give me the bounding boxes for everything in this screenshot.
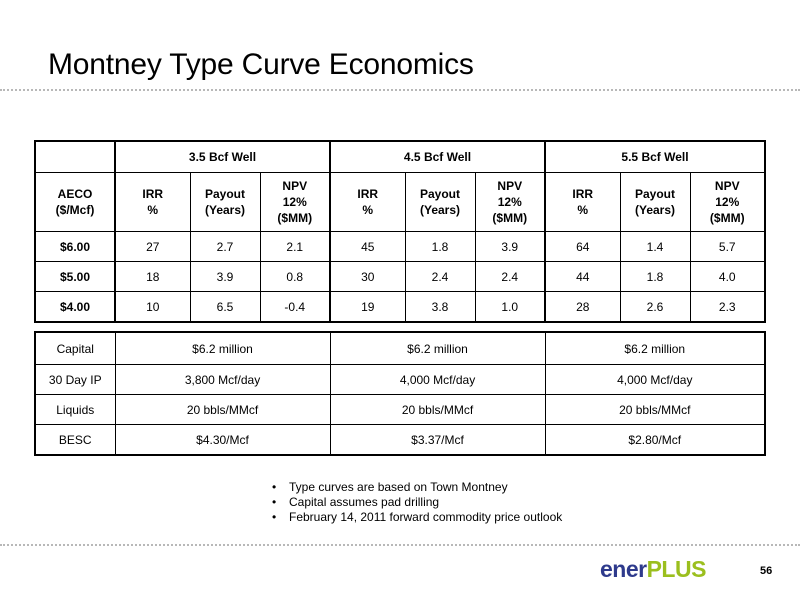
irr-header: IRR % bbox=[115, 173, 190, 232]
row-label: 30 Day IP bbox=[35, 365, 115, 395]
row-label: Capital bbox=[35, 332, 115, 365]
table-cell: 28 bbox=[545, 292, 620, 323]
table-cell: 1.0 bbox=[475, 292, 545, 323]
table-cell: 64 bbox=[545, 232, 620, 262]
payout-header: Payout (Years) bbox=[620, 173, 690, 232]
table-cell: 2.7 bbox=[190, 232, 260, 262]
table-cell: 45 bbox=[330, 232, 405, 262]
table-cell: 20 bbls/MMcf bbox=[545, 395, 765, 425]
corner-cell bbox=[35, 141, 115, 173]
notes-list bbox=[272, 480, 562, 525]
table-row bbox=[35, 232, 765, 262]
table-cell: -0.4 bbox=[260, 292, 330, 323]
list-item bbox=[272, 480, 562, 495]
table-cell: 20 bbls/MMcf bbox=[115, 395, 330, 425]
table-cell: $2.80/Mcf bbox=[545, 425, 765, 456]
bullet-icon: • bbox=[272, 495, 277, 509]
table-cell: 1.8 bbox=[405, 232, 475, 262]
table-cell: 30 bbox=[330, 262, 405, 292]
aeco-price: $6.00 bbox=[35, 232, 115, 262]
table-cell: 4,000 Mcf/day bbox=[330, 365, 545, 395]
table-cell: 44 bbox=[545, 262, 620, 292]
note-text: February 14, 2011 forward commodity price outlook bbox=[289, 510, 563, 524]
title-divider bbox=[0, 89, 800, 91]
row-label: BESC bbox=[35, 425, 115, 456]
table-row bbox=[35, 365, 765, 395]
page-title: Montney Type Curve Economics bbox=[48, 48, 474, 81]
list-item bbox=[272, 495, 562, 510]
npv-header: NPV 12% ($MM) bbox=[260, 173, 330, 232]
table-cell: 2.6 bbox=[620, 292, 690, 323]
table-row bbox=[35, 425, 765, 456]
bullet-icon: • bbox=[272, 480, 277, 494]
table-cell: 2.3 bbox=[690, 292, 765, 323]
aeco-header: AECO ($/Mcf) bbox=[35, 173, 115, 232]
page-number: 56 bbox=[760, 565, 773, 577]
table-cell: 20 bbls/MMcf bbox=[330, 395, 545, 425]
table-cell: 2.4 bbox=[405, 262, 475, 292]
payout-header: Payout (Years) bbox=[405, 173, 475, 232]
group-header: 4.5 Bcf Well bbox=[330, 141, 545, 173]
table-row bbox=[35, 332, 765, 365]
table-cell: 19 bbox=[330, 292, 405, 323]
group-header-row bbox=[35, 141, 765, 173]
table-cell: 2.1 bbox=[260, 232, 330, 262]
irr-header: IRR % bbox=[330, 173, 405, 232]
npv-header: NPV 12% ($MM) bbox=[690, 173, 765, 232]
table-cell: $6.2 million bbox=[330, 332, 545, 365]
logo-text-lower: ener bbox=[600, 556, 647, 582]
payout-header: Payout (Years) bbox=[190, 173, 260, 232]
table-row bbox=[35, 292, 765, 323]
table-cell: 3.8 bbox=[405, 292, 475, 323]
table-cell: $3.37/Mcf bbox=[330, 425, 545, 456]
npv-header: NPV 12% ($MM) bbox=[475, 173, 545, 232]
table-cell: 3.9 bbox=[475, 232, 545, 262]
table-cell: 10 bbox=[115, 292, 190, 323]
aeco-price: $5.00 bbox=[35, 262, 115, 292]
table-cell: 4.0 bbox=[690, 262, 765, 292]
note-text: Capital assumes pad drilling bbox=[289, 495, 440, 509]
table-cell: 18 bbox=[115, 262, 190, 292]
table-cell: 6.5 bbox=[190, 292, 260, 323]
table-cell: 4,000 Mcf/day bbox=[545, 365, 765, 395]
table-cell: 5.7 bbox=[690, 232, 765, 262]
row-label: Liquids bbox=[35, 395, 115, 425]
table-cell: 3.9 bbox=[190, 262, 260, 292]
table-row bbox=[35, 395, 765, 425]
group-header: 3.5 Bcf Well bbox=[115, 141, 330, 173]
logo-text-upper: PLUS bbox=[646, 556, 706, 582]
metric-header-row bbox=[35, 173, 765, 232]
group-header: 5.5 Bcf Well bbox=[545, 141, 765, 173]
table-cell: $4.30/Mcf bbox=[115, 425, 330, 456]
bullet-icon: • bbox=[272, 510, 277, 524]
note-text: Type curves are based on Town Montney bbox=[289, 480, 508, 494]
table-cell: $6.2 million bbox=[545, 332, 765, 365]
table-cell: 1.8 bbox=[620, 262, 690, 292]
aeco-price: $4.00 bbox=[35, 292, 115, 323]
table-cell: $6.2 million bbox=[115, 332, 330, 365]
table-cell: 3,800 Mcf/day bbox=[115, 365, 330, 395]
list-item bbox=[272, 510, 562, 525]
economics-table bbox=[34, 140, 766, 323]
enerplus-logo bbox=[600, 556, 706, 583]
table-row bbox=[35, 262, 765, 292]
assumptions-table bbox=[34, 331, 766, 456]
irr-header: IRR % bbox=[545, 173, 620, 232]
table-cell: 27 bbox=[115, 232, 190, 262]
table-cell: 0.8 bbox=[260, 262, 330, 292]
table-cell: 2.4 bbox=[475, 262, 545, 292]
footer-divider bbox=[0, 544, 800, 546]
table-cell: 1.4 bbox=[620, 232, 690, 262]
